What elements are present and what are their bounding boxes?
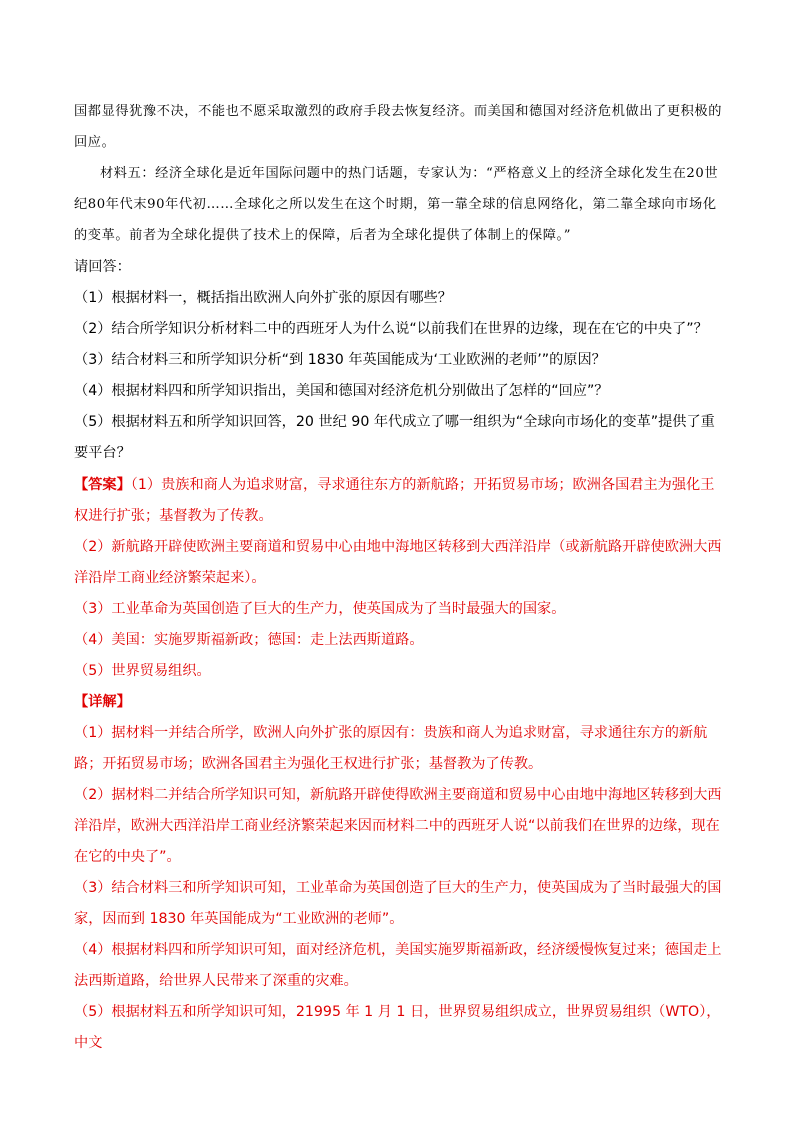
detail-5: （5）根据材料五和所学知识可知，21995 年 1 月 1 日，世界贸易组织成立，世界贸易组织（WTO），中文: [74, 1004, 721, 1051]
material5-paragraph: 材料五：经济全球化是近年国际问题中的热门话题，专家认为：“严格意义上的经济全球化发生在20世纪80年代末90年代初……全球化之所以发生在这个时期，第一靠全球的信息网络化，第二靠全球向市场化的变革。前者为全球化提供了技术上的保障，后者为全球化提供了体制上的保障。”: [74, 166, 719, 243]
material-section: [74, 96, 724, 251]
answer-1-text: （1）贵族和商人为追求财富，寻求通往东方的新航路；开拓贸易市场；欧洲各国君主为强化王权进行扩张；基督教为了传教。: [74, 477, 715, 524]
questions-prompt: 请回答：: [74, 259, 131, 275]
answer-section: [74, 470, 724, 687]
question-5: （5）根据材料五和所学知识回答，20 世纪 90 年代成立了哪一组织为“全球向市场化的变革”提供了重要平台？: [74, 414, 715, 461]
material4-continuation: 国都显得犹豫不决，不能也不愿采取激烈的政府手段去恢复经济。而美国和德国对经济危机做出了更积极的回应。: [74, 104, 723, 150]
detail-2: （2）据材料二并结合所学知识可知，新航路开辟使得欧洲主要商道和贸易中心由地中海地区转移到大西洋沿岸，欧洲大西洋沿岸工商业经济繁荣起来因而材料二中的西班牙人说“以前我们在世界的边缘，现在在它的中央了”。: [74, 787, 722, 865]
answer-tag: 【答案】: [74, 477, 131, 493]
detail-section: [74, 687, 724, 1059]
question-3: （3）结合材料三和所学知识分析“到 1830 年英国能成为‘工业欧洲的老师’”的原因？: [74, 352, 606, 368]
detail-1: （1）据材料一并结合所学，欧洲人向外扩张的原因有：贵族和商人为追求财富，寻求通往东方的新航路；开拓贸易市场；欧洲各国君主为强化王权进行扩张；基督教为了传教。: [74, 725, 708, 772]
answer-5: （5）世界贸易组织。: [74, 663, 211, 679]
detail-tag: 【详解】: [74, 694, 131, 710]
question-4: （4）根据材料四和所学知识指出，美国和德国对经济危机分别做出了怎样的“回应”？: [74, 383, 609, 399]
answer-2: （2）新航路开辟使欧洲主要商道和贸易中心由地中海地区转移到大西洋沿岸（或新航路开辟使欧洲大西洋沿岸工商业经济繁荣起来）。: [74, 539, 722, 586]
answer-3: （3）工业革命为英国创造了巨大的生产力，使英国成为了当时最强大的国家。: [74, 601, 566, 617]
detail-4: （4）根据材料四和所学知识可知，面对经济危机，美国实施罗斯福新政，经济缓慢恢复过来；德国走上法西斯道路，给世界人民带来了深重的灾难。: [74, 942, 722, 989]
detail-3: （3）结合材料三和所学知识可知，工业革命为英国创造了巨大的生产力，使英国成为了当时最强大的国家，因而到 1830 年英国能成为“工业欧洲的老师”。: [74, 880, 722, 927]
questions-section: [74, 252, 724, 469]
answer-1: [74, 470, 724, 532]
answer-4: （4）美国：实施罗斯福新政；德国：走上法西斯道路。: [74, 632, 424, 648]
question-2: （2）结合所学知识分析材料二中的西班牙人为什么说“以前我们在世界的边缘，现在在它的中央了”？: [74, 321, 708, 337]
question-1: （1）根据材料一，概括指出欧洲人向外扩张的原因有哪些？: [74, 290, 452, 306]
